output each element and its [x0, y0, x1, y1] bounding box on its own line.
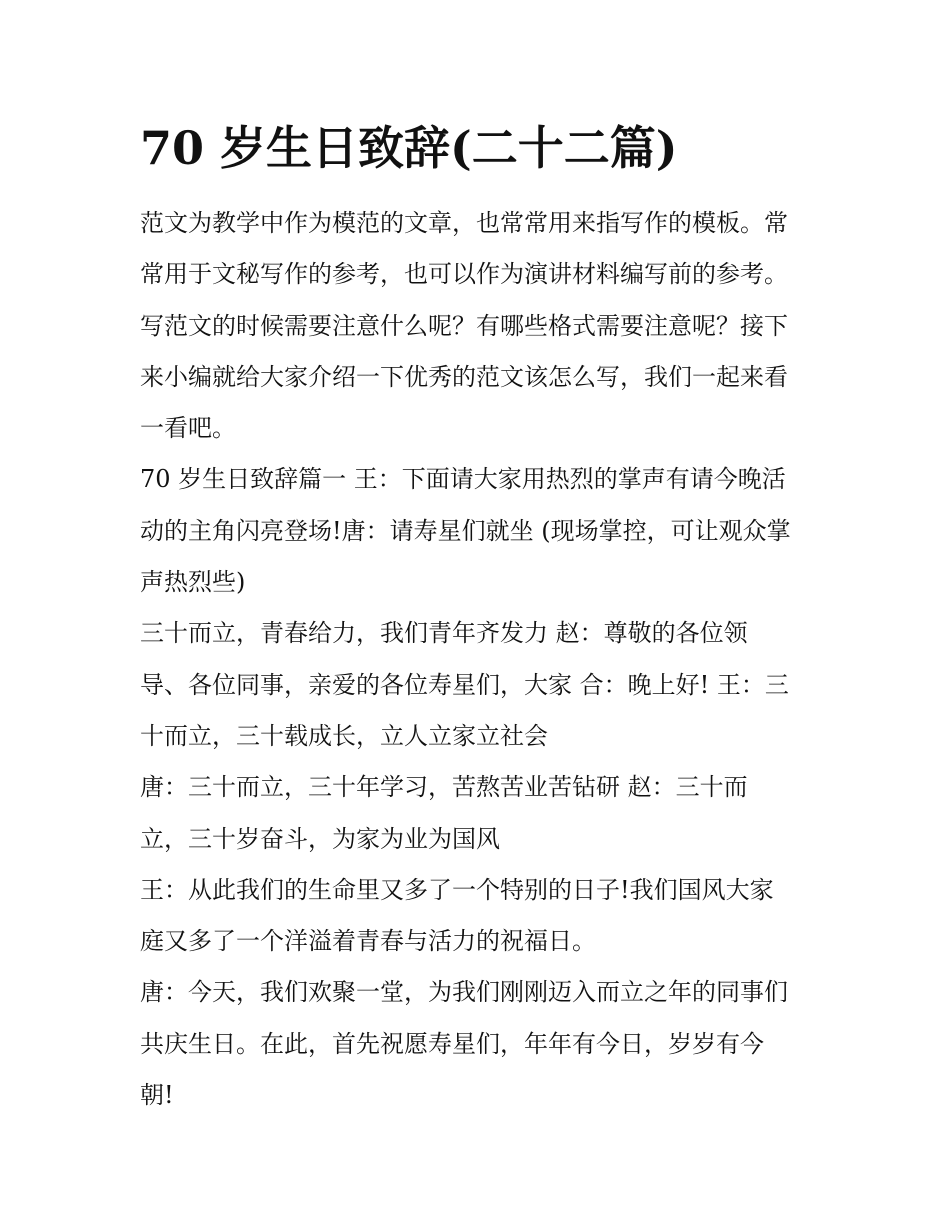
paragraph-wang: 王：从此我们的生命里又多了一个特别的日子!我们国风大家 庭又多了一个洋溢着青春与活力的祝福日。 — [140, 875, 774, 956]
paragraph-intro: 范文为教学中作为模范的文章，也常常用来指写作的模板。常 常用于文秘写作的参考，也可以作为演讲材料编写前的参考。 写范文的时候需要注意什么呢？有哪些格式需要注意呢？接下 来小编就给大家介绍一下优秀的范文该怎么写，我们一起来看 一看吧。 — [140, 209, 788, 443]
page-title: 70 岁生日致辞(二十二篇) — [140, 121, 678, 175]
paragraph-greeting: 三十而立，青春给力，我们青年齐发力 赵：尊敬的各位领 导、各位同事，亲爱的各位寿星们，大家 合：晚上好! 王：三 十而立，三十载成长，立人立家立社会 — [140, 619, 789, 750]
paragraph-tang-zhao: 唐：三十而立，三十年学习，苦熬苦业苦钻研 赵：三十而 立，三十岁奋斗，为家为业为国风 — [140, 773, 748, 853]
document-body — [140, 198, 820, 1121]
paragraph-tang-wishes: 唐：今天，我们欢聚一堂，为我们刚刚迈入而立之年的同事们 共庆生日。在此，首先祝愿寿星们，年年有今日，岁岁有今 朝! — [140, 978, 788, 1110]
paragraph-speech-opening: 70 岁生日致辞篇一 王：下面请大家用热烈的掌声有请今晚活 动的主角闪亮登场!唐：请寿星们就坐 (现场掌控，可让观众掌 声热烈些) — [140, 465, 791, 597]
